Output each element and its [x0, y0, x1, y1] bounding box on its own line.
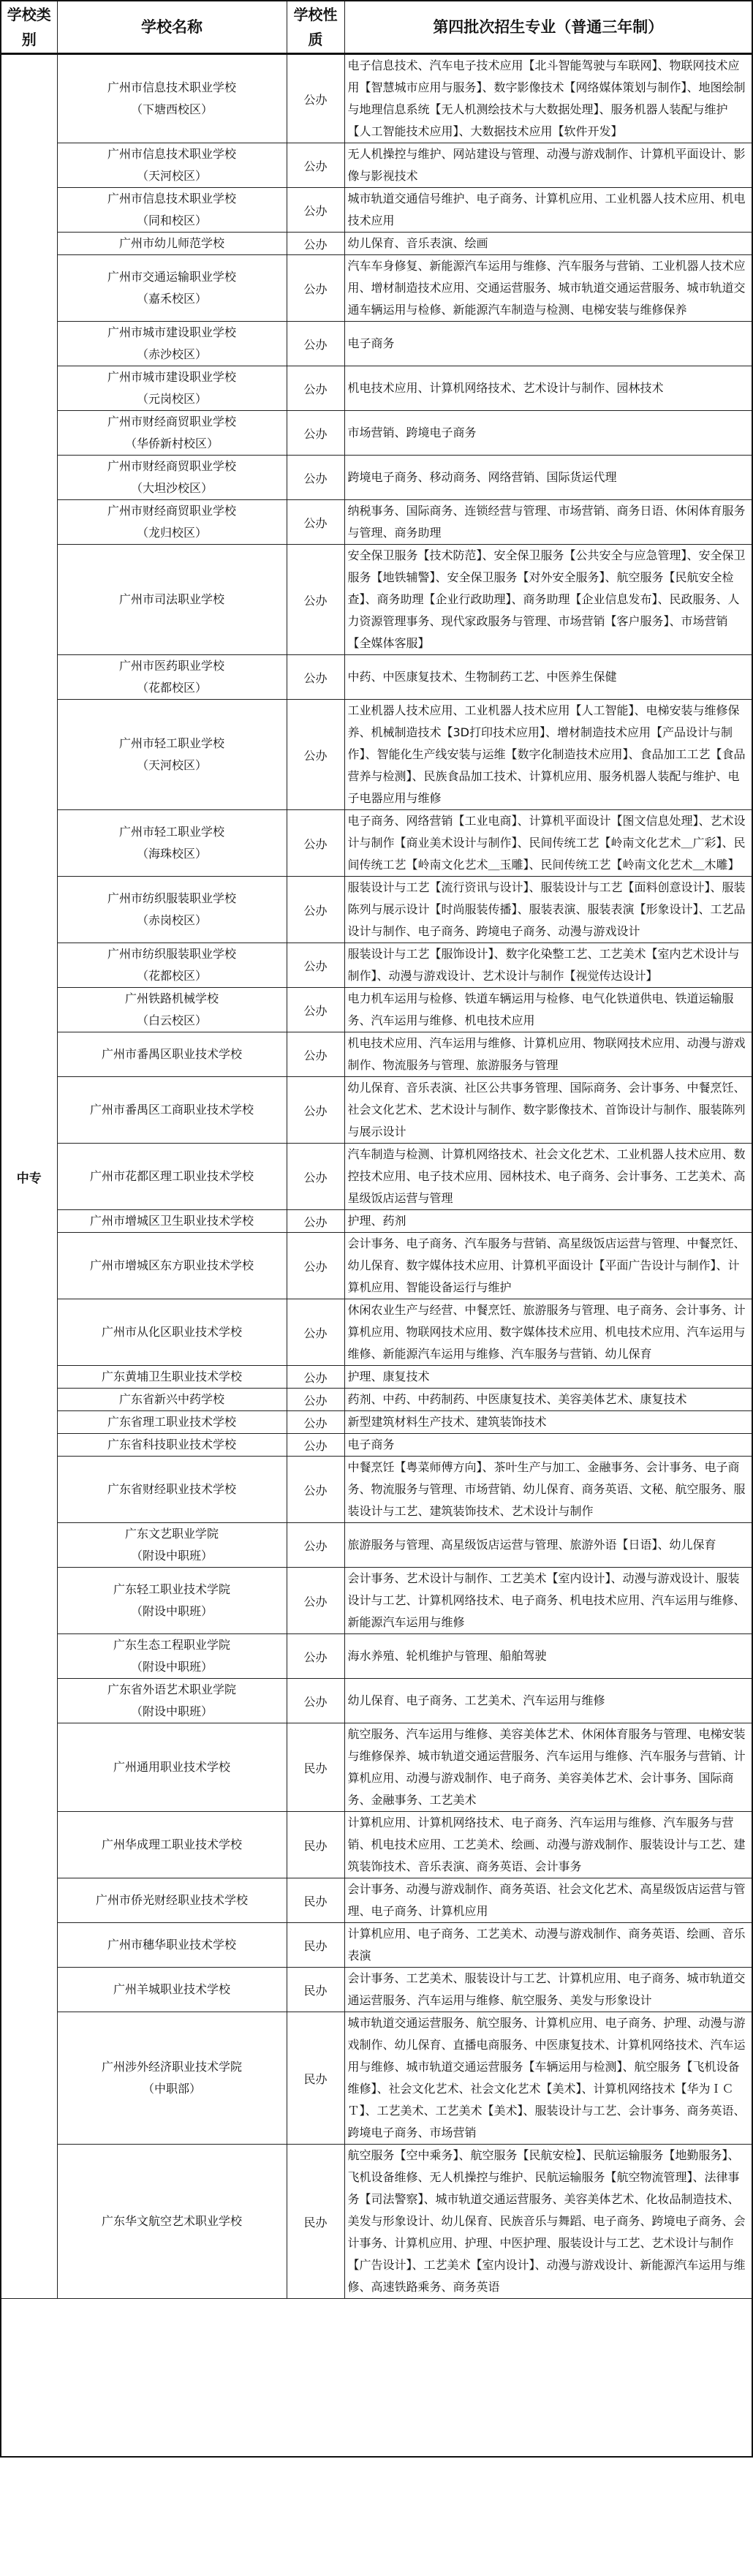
- school-name-cell: [57, 1389, 287, 1411]
- majors-cell: 航空服务【空中乘务】、航空服务【民航安检】、民航运输服务【地勤服务】、飞机设备维修、无人机操控与维护、民航运输服务【航空物流管理】、法律事务【司法警察】、城市轨道交通运营服务、美容美体艺术、化妆品制造技术、美发与形象设计、幼儿保育、民族音乐与舞蹈、电子商务、跨境电子商务、会计事务、计算机应用、护理、中医护理、服装设计与工艺、艺术设计与制作【广告设计】、工艺美术【室内设计】、动漫与游戏设计、新能源汽车运用与维修、高速铁路乘务、商务英语: [344, 2145, 752, 2299]
- school-name-cell: [57, 545, 287, 655]
- school-campus: （龙归校区）: [136, 526, 207, 540]
- school-name-cell: [57, 1411, 287, 1434]
- majors-cell: 会计事务、艺术设计与制作、工艺美术【室内设计】、动漫与游戏设计、服装设计与工艺、计算机网络技术、电子商务、机电技术应用、汽车运用与维修、新能源汽车运用与维修: [344, 1568, 752, 1634]
- school-nature-cell: 公办: [287, 1434, 344, 1457]
- school-nature-cell: 公办: [287, 500, 344, 545]
- table-row: [1, 1723, 752, 1812]
- school-name-cell: [57, 233, 287, 255]
- school-name: 广州市穗华职业技术学校: [107, 1938, 236, 1952]
- table-row: [1, 1144, 752, 1210]
- school-campus: （华侨新村校区）: [124, 437, 219, 450]
- school-name: 广州羊城职业技术学校: [113, 1982, 230, 1996]
- school-nature-cell: 公办: [287, 1634, 344, 1679]
- table-row: [1, 1077, 752, 1144]
- school-name-cell: [57, 1434, 287, 1457]
- school-name-cell: [57, 2012, 287, 2145]
- table-row: [1, 1389, 752, 1411]
- school-name: 广州市从化区职业技术学校: [101, 1325, 242, 1339]
- table-row: [1, 1457, 752, 1523]
- school-name: 广东轻工职业技术学院: [113, 1582, 230, 1596]
- school-name: 广州市财经商贸职业学校: [107, 504, 236, 518]
- header-school-nature: 学校性质: [287, 1, 344, 54]
- school-name-cell: [57, 1366, 287, 1389]
- school-nature-cell: 公办: [287, 1389, 344, 1411]
- school-name-cell: [57, 456, 287, 500]
- school-name: 广州市番禺区工商职业技术学校: [89, 1103, 254, 1117]
- school-nature-cell: 民办: [287, 1812, 344, 1878]
- school-campus: （附设中职班）: [130, 1604, 213, 1618]
- table-row: [1, 500, 752, 545]
- majors-cell: 电子商务: [344, 322, 752, 366]
- table-row: [1, 54, 752, 143]
- school-campus: （天河校区）: [136, 758, 207, 772]
- school-nature-cell: 公办: [287, 1144, 344, 1210]
- school-name: 广州市医药职业学校: [118, 659, 224, 673]
- school-name: 广州市司法职业学校: [118, 592, 224, 606]
- school-name-cell: [57, 877, 287, 943]
- table-row: [1, 411, 752, 456]
- school-name: 广州市纺织服装职业学校: [107, 947, 236, 961]
- school-nature-cell: 公办: [287, 1366, 344, 1389]
- school-nature-cell: 公办: [287, 188, 344, 233]
- school-name-cell: [57, 1210, 287, 1233]
- majors-cell: 城市轨道交通运营服务、航空服务、计算机应用、电子商务、护理、动漫与游戏制作、幼儿保育、直播电商服务、中医康复技术、计算机网络技术、汽车运用与维修、城市轨道交通运营服务【车辆运用与检测】、航空服务【飞机设备维修】、社会文化艺术、社会文化艺术【美术】、计算机网络技术【华为ＩＣＴ】、工艺美术、工艺美术【美术】、服装设计与工艺、会计事务、商务英语、跨境电子商务、市场营销: [344, 2012, 752, 2145]
- majors-cell: 机电技术应用、汽车运用与维修、计算机应用、物联网技术应用、动漫与游戏制作、物流服务与管理、旅游服务与管理: [344, 1032, 752, 1077]
- majors-cell: 无人机操控与维护、网站建设与管理、动漫与游戏制作、计算机平面设计、影像与影视技术: [344, 143, 752, 188]
- school-name: 广东省外语艺术职业学院: [107, 1682, 236, 1696]
- school-nature-cell: 公办: [287, 1032, 344, 1077]
- school-name: 广州涉外经济职业技术学院: [101, 2060, 242, 2074]
- school-name-cell: [57, 1457, 287, 1523]
- school-name-cell: [57, 255, 287, 322]
- school-name-cell: [57, 1523, 287, 1568]
- school-name: 广东黄埔卫生职业技术学校: [101, 1370, 242, 1383]
- school-name: 广东省理工职业技术学校: [107, 1415, 236, 1429]
- majors-cell: 航空服务、汽车运用与维修、美容美体艺术、休闲体育服务与管理、电梯安装与维修保养、城市轨道交通运营服务、汽车运用与维修、汽车服务与营销、计算机应用、动漫与游戏制作、电子商务、美容美体艺术、会计事务、国际商务、金融事务、工艺美术: [344, 1723, 752, 1812]
- school-campus: （下塘西校区）: [130, 102, 213, 116]
- table-row: [1, 943, 752, 988]
- school-name-cell: [57, 188, 287, 233]
- header-majors: 第四批次招生专业（普通三年制）: [344, 1, 752, 54]
- table-row: [1, 1233, 752, 1299]
- majors-cell: 汽车车身修复、新能源汽车运用与维修、汽车服务与营销、工业机器人技术应用、增材制造技术应用、交通运营服务、城市轨道交通运营服务、城市轨道交通车辆运用与检修、新能源汽车制造与检测、电梯安装与维修保养: [344, 255, 752, 322]
- school-nature-cell: 公办: [287, 233, 344, 255]
- school-campus: （大坦沙校区）: [130, 481, 213, 495]
- table-row: [1, 366, 752, 411]
- school-campus: （中职部）: [142, 2082, 201, 2096]
- school-nature-cell: 公办: [287, 988, 344, 1032]
- school-nature-cell: 公办: [287, 1568, 344, 1634]
- majors-cell: 护理、康复技术: [344, 1366, 752, 1389]
- majors-cell: 电子商务、网络营销【工业电商】、计算机平面设计【图文信息处理】、艺术设计与制作【商业美术设计与制作】、民间传统工艺【岭南文化艺术＿广彩】、民间传统工艺【岭南文化艺术＿玉雕】、民间传统工艺【岭南文化艺术＿木雕】: [344, 810, 752, 877]
- table-row: [1, 188, 752, 233]
- table-row: [1, 456, 752, 500]
- table-row: [1, 1366, 752, 1389]
- school-name: 广东省科技职业技术学校: [107, 1438, 236, 1451]
- school-name: 广州市侨光财经职业技术学校: [95, 1893, 248, 1907]
- school-campus: （花都校区）: [136, 969, 207, 983]
- majors-cell: 中药、中医康复技术、生物制药工艺、中医养生保健: [344, 655, 752, 700]
- school-nature-cell: 公办: [287, 1523, 344, 1568]
- school-name-cell: [57, 322, 287, 366]
- majors-cell: 电子商务: [344, 1434, 752, 1457]
- school-name-cell: [57, 1812, 287, 1878]
- school-nature-cell: 民办: [287, 1723, 344, 1812]
- table-row: [1, 1679, 752, 1723]
- majors-cell: 幼儿保育、音乐表演、社区公共事务管理、国际商务、会计事务、中餐烹饪、社会文化艺术、艺术设计与制作、数字影像技术、首饰设计与制作、服装陈列与展示设计: [344, 1077, 752, 1144]
- majors-cell: 计算机应用、电子商务、工艺美术、动漫与游戏制作、商务英语、绘画、音乐表演: [344, 1923, 752, 1968]
- majors-cell: 市场营销、跨境电子商务: [344, 411, 752, 456]
- school-nature-cell: 公办: [287, 456, 344, 500]
- school-nature-cell: 公办: [287, 943, 344, 988]
- majors-cell: 服装设计与工艺【服饰设计】、数字化染整工艺、工艺美术【室内艺术设计与制作】、动漫与游戏设计、艺术设计与制作【视觉传达设计】: [344, 943, 752, 988]
- table-row: [1, 1434, 752, 1457]
- majors-cell: 电力机车运用与检修、铁道车辆运用与检修、电气化铁道供电、铁道运输服务、汽车运用与维修、机电技术应用: [344, 988, 752, 1032]
- majors-cell: 电子信息技术、汽车电子技术应用【北斗智能驾驶与车联网】、物联网技术应用【智慧城市应用与服务】、数字影像技术【网络媒体策划与制作】、地图绘制与地理信息系统【无人机测绘技术与大数据处理】、服务机器人装配与维护【人工智能技术应用】、大数据技术应用【软件开发】: [344, 54, 752, 143]
- school-campus: （赤岗校区）: [136, 913, 207, 927]
- school-category-cell: 中专: [1, 54, 57, 2299]
- table-row: [1, 1523, 752, 1568]
- school-nature-cell: 公办: [287, 1457, 344, 1523]
- school-campus: （赤沙校区）: [136, 347, 207, 361]
- majors-cell: 跨境电子商务、移动商务、网络营销、国际货运代理: [344, 456, 752, 500]
- school-name-cell: [57, 1077, 287, 1144]
- majors-cell: 会计事务、动漫与游戏制作、商务英语、社会文化艺术、高星级饭店运营与管理、电子商务、计算机应用: [344, 1878, 752, 1923]
- school-campus: （附设中职班）: [130, 1660, 213, 1674]
- school-name-cell: [57, 1923, 287, 1968]
- majors-cell: 旅游服务与管理、高星级饭店运营与管理、旅游外语【日语】、幼儿保育: [344, 1523, 752, 1568]
- school-campus: （天河校区）: [136, 169, 207, 183]
- majors-cell: 中餐烹饪【粤菜师傅方向】、茶叶生产与加工、金融事务、会计事务、电子商务、物流服务与管理、市场营销、幼儿保育、商务英语、文秘、航空服务、服装设计与工艺、建筑装饰技术、艺术设计与制作: [344, 1457, 752, 1523]
- school-name-cell: [57, 1144, 287, 1210]
- school-nature-cell: 公办: [287, 545, 344, 655]
- school-name-cell: [57, 810, 287, 877]
- school-nature-cell: 民办: [287, 1923, 344, 1968]
- school-name: 广州市财经商贸职业学校: [107, 415, 236, 428]
- school-name-cell: [57, 988, 287, 1032]
- school-nature-cell: 公办: [287, 1411, 344, 1434]
- school-name-cell: [57, 500, 287, 545]
- school-name-cell: [57, 1968, 287, 2012]
- table-row: [1, 1878, 752, 1923]
- table-row: [1, 545, 752, 655]
- table-row: [1, 1299, 752, 1366]
- school-name-cell: [57, 1878, 287, 1923]
- school-name-cell: [57, 2145, 287, 2299]
- school-nature-cell: 公办: [287, 1210, 344, 1233]
- school-nature-cell: 民办: [287, 1968, 344, 2012]
- school-name-cell: [57, 411, 287, 456]
- table-row: [1, 1210, 752, 1233]
- school-campus: （海珠校区）: [136, 847, 207, 861]
- majors-cell: 药剂、中药、中药制药、中医康复技术、美容美体艺术、康复技术: [344, 1389, 752, 1411]
- school-nature-cell: 公办: [287, 655, 344, 700]
- school-nature-cell: 公办: [287, 700, 344, 810]
- school-nature-cell: 公办: [287, 54, 344, 143]
- empty-footer-cell: [1, 2299, 752, 2458]
- school-name-cell: [57, 1723, 287, 1812]
- table-row: [1, 1032, 752, 1077]
- school-name-cell: [57, 1568, 287, 1634]
- majors-cell: 新型建筑材料生产技术、建筑装饰技术: [344, 1411, 752, 1434]
- school-name-cell: [57, 1299, 287, 1366]
- school-name: 广州市番禺区职业技术学校: [101, 1047, 242, 1061]
- school-name-cell: [57, 655, 287, 700]
- school-campus: （元岗校区）: [136, 392, 207, 406]
- table-row: [1, 655, 752, 700]
- school-nature-cell: 公办: [287, 411, 344, 456]
- school-name: 广州市信息技术职业学校: [107, 80, 236, 94]
- majors-cell: 安全保卫服务【技术防范】、安全保卫服务【公共安全与应急管理】、安全保卫服务【地铁辅警】、安全保卫服务【对外安全服务】、航空服务【民航安全检查】、商务助理【企业行政助理】、商务助理【企业信息发布】、民政服务、人力资源管理事务、现代家政服务与管理、市场营销【客户服务】、市场营销【全媒体客服】: [344, 545, 752, 655]
- school-campus: （附设中职班）: [130, 1704, 213, 1718]
- school-name: 广州市轻工职业学校: [118, 736, 224, 750]
- majors-cell: 城市轨道交通信号维护、电子商务、计算机应用、工业机器人技术应用、机电技术应用: [344, 188, 752, 233]
- school-name: 广州市财经商贸职业学校: [107, 459, 236, 473]
- school-nature-cell: 公办: [287, 143, 344, 188]
- table-row: [1, 2145, 752, 2299]
- school-name: 广东文艺职业学院: [124, 1527, 219, 1541]
- school-name: 广东生态工程职业学院: [113, 1638, 230, 1652]
- table-row: [1, 322, 752, 366]
- majors-cell: 汽车制造与检测、计算机网络技术、社会文化艺术、工业机器人技术应用、数控技术应用、电子技术应用、园林技术、电子商务、会计事务、工艺美术、高星级饭店运营与管理: [344, 1144, 752, 1210]
- school-nature-cell: 公办: [287, 255, 344, 322]
- school-nature-cell: 公办: [287, 1299, 344, 1366]
- majors-cell: 护理、药剂: [344, 1210, 752, 1233]
- majors-cell: 幼儿保育、电子商务、工艺美术、汽车运用与维修: [344, 1679, 752, 1723]
- table-row: [1, 2012, 752, 2145]
- table-row: [1, 1968, 752, 2012]
- header-category: 学校类别: [1, 1, 57, 54]
- table-row: [1, 233, 752, 255]
- school-name: 广州通用职业技术学校: [113, 1760, 230, 1774]
- school-name: 广州市纺织服装职业学校: [107, 891, 236, 905]
- footer-row: [1, 2299, 752, 2458]
- school-campus: （附设中职班）: [130, 1549, 213, 1563]
- table-row: [1, 1634, 752, 1679]
- majors-cell: 休闲农业生产与经营、中餐烹饪、旅游服务与管理、电子商务、会计事务、计算机应用、物联网技术应用、数字媒体技术应用、机电技术应用、汽车运用与维修、新能源汽车运用与维修、汽车服务与营销、幼儿保育: [344, 1299, 752, 1366]
- majors-cell: 会计事务、电子商务、汽车服务与营销、高星级饭店运营与管理、中餐烹饪、幼儿保育、数字媒体技术应用、计算机平面设计【平面广告设计与制作】、计算机应用、智能设备运行与维护: [344, 1233, 752, 1299]
- school-nature-cell: 公办: [287, 322, 344, 366]
- school-name: 广东华文航空艺术职业学校: [101, 2214, 242, 2228]
- table-row: [1, 1923, 752, 1968]
- majors-cell: 幼儿保育、音乐表演、绘画: [344, 233, 752, 255]
- school-name-cell: [57, 1032, 287, 1077]
- table-row: [1, 1812, 752, 1878]
- school-campus: （嘉禾校区）: [136, 292, 207, 306]
- majors-cell: 会计事务、工艺美术、服装设计与工艺、计算机应用、电子商务、城市轨道交通运营服务、汽车运用与维修、航空服务、美发与形象设计: [344, 1968, 752, 2012]
- school-nature-cell: 公办: [287, 1233, 344, 1299]
- school-name: 广州市信息技术职业学校: [107, 192, 236, 205]
- school-name: 广州华成理工职业技术学校: [101, 1837, 242, 1851]
- school-nature-cell: 民办: [287, 1878, 344, 1923]
- school-name-cell: [57, 54, 287, 143]
- school-name-cell: [57, 943, 287, 988]
- table-body: [1, 54, 752, 2299]
- school-nature-cell: 公办: [287, 366, 344, 411]
- table-row: [1, 877, 752, 943]
- majors-cell: 纳税事务、国际商务、连锁经营与管理、市场营销、商务日语、休闲体育服务与管理、商务助理: [344, 500, 752, 545]
- school-name: 广东省财经职业技术学校: [107, 1482, 236, 1496]
- school-name: 广州市城市建设职业学校: [107, 370, 236, 384]
- school-name-cell: [57, 1679, 287, 1723]
- school-name: 广州市花都区理工职业技术学校: [89, 1169, 254, 1183]
- school-name: 广州铁路机械学校: [124, 992, 219, 1005]
- header-school-name: 学校名称: [57, 1, 287, 54]
- table-row: [1, 810, 752, 877]
- school-name-cell: [57, 143, 287, 188]
- school-name: 广州市增城区卫生职业技术学校: [89, 1214, 254, 1228]
- school-nature-cell: 民办: [287, 2145, 344, 2299]
- school-nature-cell: 公办: [287, 810, 344, 877]
- table-row: [1, 1568, 752, 1634]
- table-row: [1, 143, 752, 188]
- school-name: 广州市增城区东方职业技术学校: [89, 1258, 254, 1272]
- majors-cell: 服装设计与工艺【流行资讯与设计】、服装设计与工艺【面料创意设计】、服装陈列与展示设计【时尚服装传播】、服装表演、服装表演【形象设计】、工艺品设计与制作、电子商务、跨境电子商务、动漫与游戏设计: [344, 877, 752, 943]
- school-name-cell: [57, 366, 287, 411]
- table-row: [1, 255, 752, 322]
- school-name: 广州市轻工职业学校: [118, 825, 224, 839]
- school-nature-cell: 民办: [287, 2012, 344, 2145]
- school-name-cell: [57, 1233, 287, 1299]
- school-campus: （同和校区）: [136, 214, 207, 227]
- school-name-cell: [57, 700, 287, 810]
- school-name-cell: [57, 1634, 287, 1679]
- school-campus: （白云校区）: [136, 1013, 207, 1027]
- school-nature-cell: 公办: [287, 1679, 344, 1723]
- table-row: [1, 700, 752, 810]
- school-name: 广州市幼儿师范学校: [118, 236, 224, 250]
- table-row: [1, 1411, 752, 1434]
- school-nature-cell: 公办: [287, 877, 344, 943]
- majors-cell: 海水养殖、轮机维护与管理、船舶驾驶: [344, 1634, 752, 1679]
- school-name: 广东省新兴中药学校: [118, 1392, 224, 1406]
- header-row: [1, 1, 752, 54]
- table-row: [1, 988, 752, 1032]
- school-nature-cell: 公办: [287, 1077, 344, 1144]
- school-name: 广州市信息技术职业学校: [107, 147, 236, 161]
- majors-cell: 工业机器人技术应用、工业机器人技术应用【人工智能】、电梯安装与维修保养、机械制造技术【3D打印技术应用】、增材制造技术应用【产品设计与制作】、智能化生产线安装与运维【数字化制造技术应用】、食品加工工艺【食品营养与检测】、民族食品加工技术、计算机应用、服务机器人装配与维护、电子电器应用与维修: [344, 700, 752, 810]
- school-name: 广州市交通运输职业学校: [107, 270, 236, 284]
- majors-cell: 机电技术应用、计算机网络技术、艺术设计与制作、园林技术: [344, 366, 752, 411]
- school-name: 广州市城市建设职业学校: [107, 325, 236, 339]
- school-campus: （花都校区）: [136, 681, 207, 695]
- majors-cell: 计算机应用、计算机网络技术、电子商务、汽车运用与维修、汽车服务与营销、机电技术应用、工艺美术、绘画、动漫与游戏制作、服装设计与工艺、建筑装饰技术、音乐表演、商务英语、会计事务: [344, 1812, 752, 1878]
